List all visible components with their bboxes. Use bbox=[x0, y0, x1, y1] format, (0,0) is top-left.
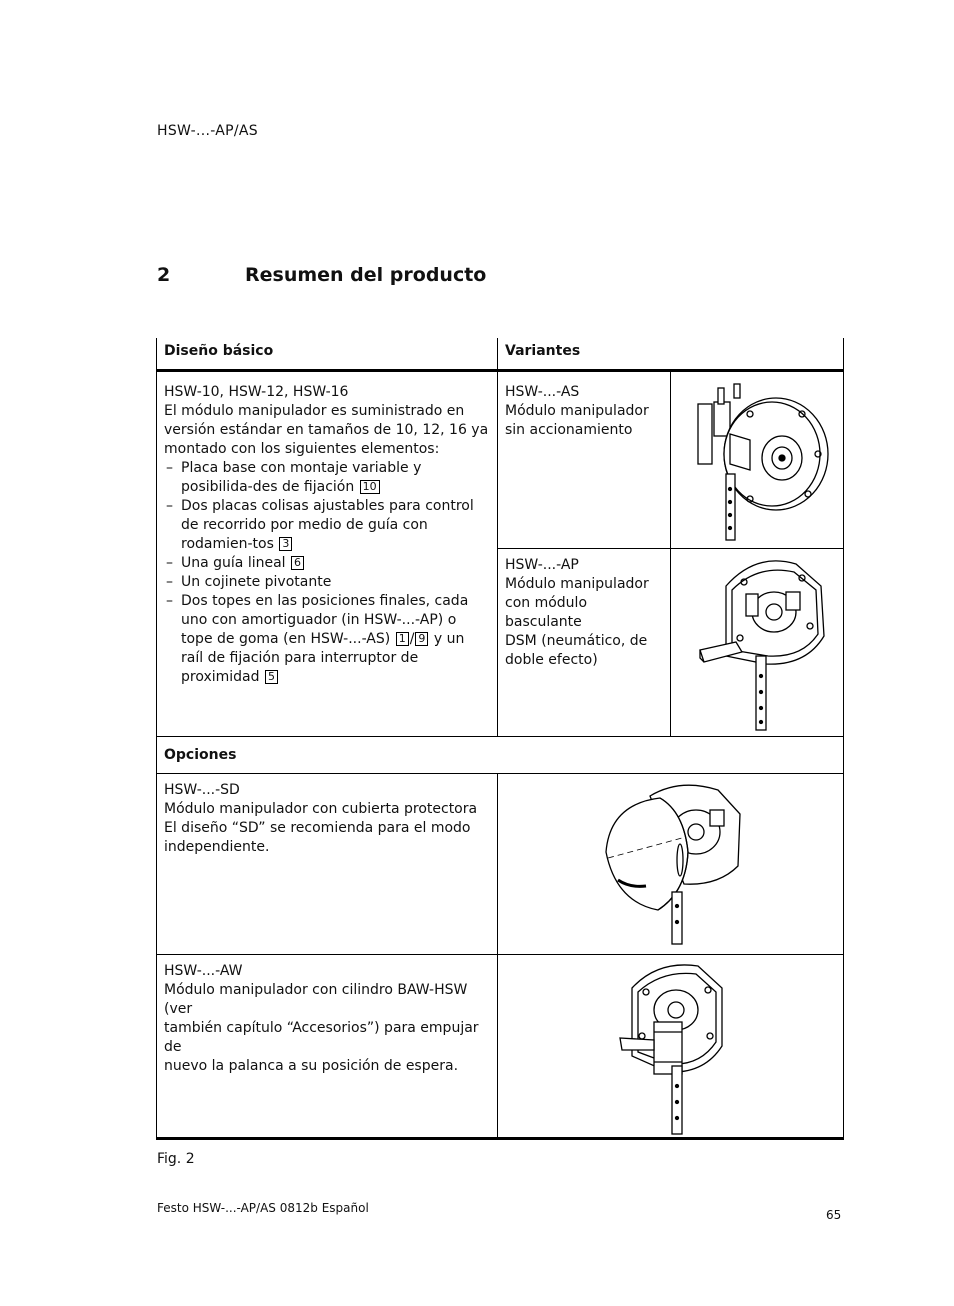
reference-number: 5 bbox=[265, 670, 278, 684]
reference-number: 1 bbox=[396, 632, 409, 646]
variant-description-line: Módulo manipulador bbox=[505, 576, 649, 592]
option-description-line: Módulo manipulador con cubierta protectora bbox=[164, 801, 478, 817]
table-left-border bbox=[156, 338, 157, 1140]
option-sd-cell bbox=[164, 781, 494, 857]
list-item-text: Un cojinete pivotante bbox=[181, 574, 332, 590]
basic-models: HSW-10, HSW-12, HSW-16 bbox=[164, 384, 349, 400]
page-number: 65 bbox=[826, 1208, 842, 1222]
list-item-text: y un raíl de fijación para interruptor de proximidad bbox=[181, 631, 465, 685]
option-description-line: también capítulo “Accesorios”) para empujar de bbox=[164, 1020, 479, 1055]
reference-number: 6 bbox=[291, 556, 304, 570]
option-code: HSW-...-AW bbox=[164, 963, 243, 979]
list-item: – Placa base con montaje variable y posibilida-des de fijación 10 bbox=[166, 460, 422, 495]
variant-image-divider bbox=[670, 372, 671, 736]
basic-design-cell bbox=[164, 383, 490, 687]
reference-number: 10 bbox=[360, 480, 380, 494]
variant-row-divider bbox=[497, 548, 844, 549]
reference-number: 9 bbox=[415, 632, 428, 646]
column-header-variants: Variantes bbox=[505, 343, 581, 359]
variant-code: HSW-...-AP bbox=[505, 557, 579, 573]
variant-as-cell bbox=[505, 383, 667, 440]
option-aw-cell bbox=[164, 962, 494, 1076]
list-item: – Dos topes en las posiciones finales, cada uno con amortiguador (in HSW-...-AP) o tope de goma (en HSW-...-AS) 1 / 9 y un raíl de fijación para interruptor de proximidad 5 bbox=[166, 593, 469, 685]
reference-separator: / bbox=[409, 631, 415, 647]
section-title: Resumen del producto bbox=[245, 264, 487, 286]
options-top-rule bbox=[156, 736, 844, 737]
options-header-rule bbox=[156, 773, 844, 774]
option-code: HSW-...-SD bbox=[164, 782, 240, 798]
option-description-line: Módulo manipulador con cilindro BAW-HSW (ver bbox=[164, 982, 468, 1017]
variant-description-line: Módulo manipulador bbox=[505, 403, 649, 419]
table-right-border bbox=[843, 338, 844, 1140]
list-item: – Dos placas colisas ajustables para control de recorrido por medio de guía con rodamien-tos 3 bbox=[166, 498, 474, 552]
variant-ap-cell bbox=[505, 556, 667, 670]
table-col-divider bbox=[497, 338, 498, 736]
variant-description-line: sin accionamiento bbox=[505, 422, 633, 438]
variant-code: HSW-...-AS bbox=[505, 384, 580, 400]
option-description-line: nuevo la palanca a su posición de espera. bbox=[164, 1058, 459, 1074]
variant-description-line: DSM (neumático, de bbox=[505, 633, 648, 649]
hsw-as-illustration bbox=[690, 384, 830, 544]
hsw-aw-illustration bbox=[618, 962, 726, 1136]
document-header: HSW-...-AP/AS bbox=[157, 123, 258, 139]
options-header: Opciones bbox=[164, 747, 237, 763]
option-description-line: independiente. bbox=[164, 839, 270, 855]
figure-caption: Fig. 2 bbox=[157, 1151, 195, 1167]
variant-description-line: con módulo basculante bbox=[505, 595, 588, 630]
section-number: 2 bbox=[157, 264, 171, 286]
list-item-text: Una guía lineal bbox=[181, 555, 286, 571]
variant-description-line: doble efecto) bbox=[505, 652, 598, 668]
basic-intro: El módulo manipulador es suministrado en versión estándar en tamaños de 10, 12, 16 ya montado con los siguientes elementos: bbox=[164, 403, 489, 457]
list-item-text: Dos topes en las posiciones finales, cada uno con amortiguador (in HSW-...-AP) o tope de goma (en HSW-...-AS) bbox=[181, 593, 469, 647]
list-item: – Una guía lineal 6 bbox=[164, 554, 490, 573]
options-row-divider bbox=[156, 954, 844, 955]
list-item: – Un cojinete pivotante bbox=[166, 574, 332, 590]
option-description-line: El diseño “SD” se recomienda para el modo bbox=[164, 820, 471, 836]
hsw-ap-illustration bbox=[696, 556, 831, 732]
basic-elements-list bbox=[164, 459, 490, 687]
table-header-rule bbox=[156, 369, 844, 372]
footer-text: Festo HSW-...-AP/AS 0812b Español bbox=[157, 1201, 369, 1215]
options-col-divider bbox=[497, 773, 498, 1138]
list-item-text: Placa base con montaje variable y posibilida-des de fijación bbox=[181, 460, 422, 495]
column-header-basic-design: Diseño básico bbox=[164, 343, 274, 359]
list-item-text: Dos placas colisas ajustables para control de recorrido por medio de guía con rodamien-tos bbox=[181, 498, 474, 552]
reference-number: 3 bbox=[279, 537, 292, 551]
hsw-sd-illustration bbox=[600, 782, 745, 946]
table-bottom-rule bbox=[156, 1137, 844, 1140]
